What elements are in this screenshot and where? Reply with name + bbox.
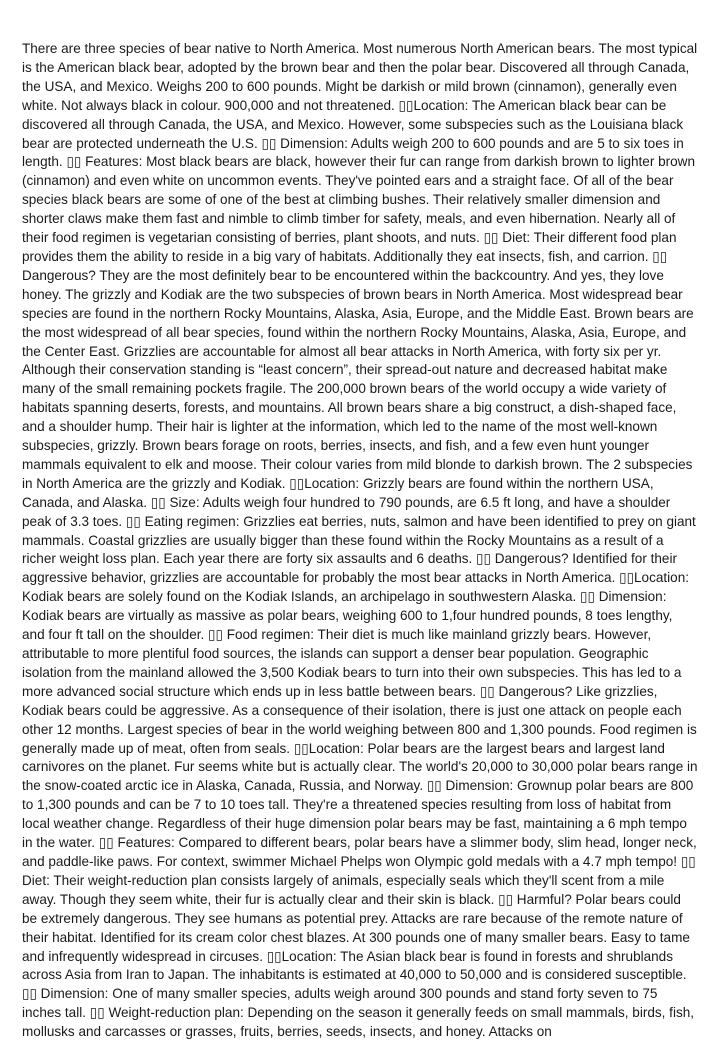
- bear-species-text: There are three species of bear native to North America. Most numerous North American bears. The most typical is the American black bear, adopted by the brown bear and then the polar bear. Discovered all through Canada, the USA, and Mexico. Weighs 200 to 600 pounds. Might be darkish or mild brown (cinnamon), generally even white. Not always black in colour. 900,000 and not threatened. ▯▯Location: The American black bear can be discovered all through Canada, the USA, and Mexico. However, some subspecies such as the Louisiana black bear are protected underneath the U.S. ▯▯ Dimension: Adults weigh 200 to 600 pounds and are 5 to six toes in length. ▯▯ Features: Most black bears are black, however their fur can range from darkish brown to lighter brown (cinnamon) and even white on uncommon events. They've pointed ears and a straight face. Of all of the bear species black bears are some of one of the best at climbing bushes. Their relatively smaller dimension and shorter claws make them fast and nimble to climb timber for safety, meals, and even hibernation. Nearly all of their food regimen is vegetarian consisting of berries, plant shoots, and nuts. ▯▯ Diet: Their different food plan provides them the ability to reside in a big vary of habitats. Additionally they eat insects, fish, and carrion. ▯▯ Dangerous? They are the most definitely bear to be encountered within the backcountry. And yes, they love honey. The grizzly and Kodiak are the two subspecies of brown bears in North America. Most widespread bear species are found in the northern Rocky Mountains, Alaska, Asia, Europe, and the Middle East. Brown bears are the most widespread of all bear species, found within the northern Rocky Mountains, Alaska, Asia, Europe, and the Center East. Grizzlies are accountable for almost all bear attacks in North America, with forty six per yr. Although their conservation standing is “least concern”, their spread-out nature and decreased habitat make many of the small remaining pockets fragile. The 200,000 brown bears of the world occupy a wide variety of habitats spanning deserts, forests, and mountains. All brown bears share a big construct, a dish-shaped face, and a shoulder hump. Their hair is lighter at the information, which led to the name of the most well-known subspecies, grizzly. Brown bears forage on roots, berries, insects, and fish, and a few even hunt younger mammals equivalent to elk and moose. Their colour varies from mild blonde to darkish brown. The 2 subspecies in North America are the grizzly and Kodiak. ▯▯Location: Grizzly bears are found within the northern USA, Canada, and Alaska. ▯▯ Size: Adults weigh four hundred to 790 pounds, are 6.5 ft long, and have a shoulder peak of 3.3 toes. ▯▯ Eating regimen: Grizzlies eat berries, nuts, salmon and have been identified to prey on giant mammals. Coastal grizzlies are usually bigger than these found within the Rocky Mountains as a result of a richer weight loss plan. Each year there are forty six assaults and 6 deaths. ▯▯ Dangerous? Identified for their aggressive behavior, grizzlies are accountable for probably the most bear attacks in North America. ▯▯Location: Kodiak bears are solely found on the Kodiak Islands, an archipelago in southwestern Alaska. ▯▯ Dimension: Kodiak bears are virtually as massive as polar bears, weighing 600 to 1,four hundred pounds, 8 toes lengthy, and four ft tall on the shoulder. ▯▯ Food regimen: Their diet is much like mainland grizzly bears. However, attributable to more plentiful food sources, the islands can support a denser bear population. Geographic isolation from the mainland allowed the 3,500 Kodiak bears to turn into their own subspecies. This has led to a more advanced social structure which ends up in less battle between bears. ▯▯ Dangerous? Like grizzlies, Kodiak bears could be aggressive. As a consequence of their isolation, there is just one attack on people each other 12 months. Largest species of bear in the world weighing between 800 and 1,300 pounds. Food regimen is generally made up of meat, often from seals. ▯▯Location: Polar bears are the largest bears and largest land carnivores on the planet. Fur seems white but is actually clear. The world's 20,000 to 30,000 polar bears range in the snow-coated arctic ice in Alaska, Canada, Russia, and Norway. ▯▯ Dimension: Grownup polar bears are 800 to 1,300 pounds and can be 7 to 10 toes tall. They're a threatened species resulting from loss of habitat from local weather change. Regardless of their huge dimension polar bears may be fast, maintaining a 6 mph tempo in the water. ▯▯ Features: Compared to different bears, polar bears have a slimmer body, slim head, longer neck, and paddle-like paws. For context, swimmer Michael Phelps won Olympic gold medals with a 4.7 mph tempo! ▯▯ Diet: Their weight-reduction plan consists largely of animals, especially seals which they'll scent from a mile away. Though they seem white, their fur is actually clear and their skin is black. ▯▯ Harmful? Polar bears could be extremely dangerous. They see humans as potential prey. Attacks are rare because of the remote nature of their habitat. Identified for its cream color chest blazes. At 300 pounds one of many smaller bears. Easy to tame and infrequently widespread in circuses. ▯▯Location: The Asian black bear is found in forests and shrublands across Asia from Iran to Japan. The inhabitants is estimated at 40,000 to 50,000 and is considered susceptible. ▯▯ Dimension: One of many smaller species, adults weigh around 300 pounds and stand forty seven to 75 inches tall. ▯▯ Weight-reduction plan: Depending on the season it generally feeds on small mammals, birds, fish, mollusks and carcasses or grasses, fruits, berries, seeds, insects, and honey. Attacks on: [22, 41, 698, 1040]
